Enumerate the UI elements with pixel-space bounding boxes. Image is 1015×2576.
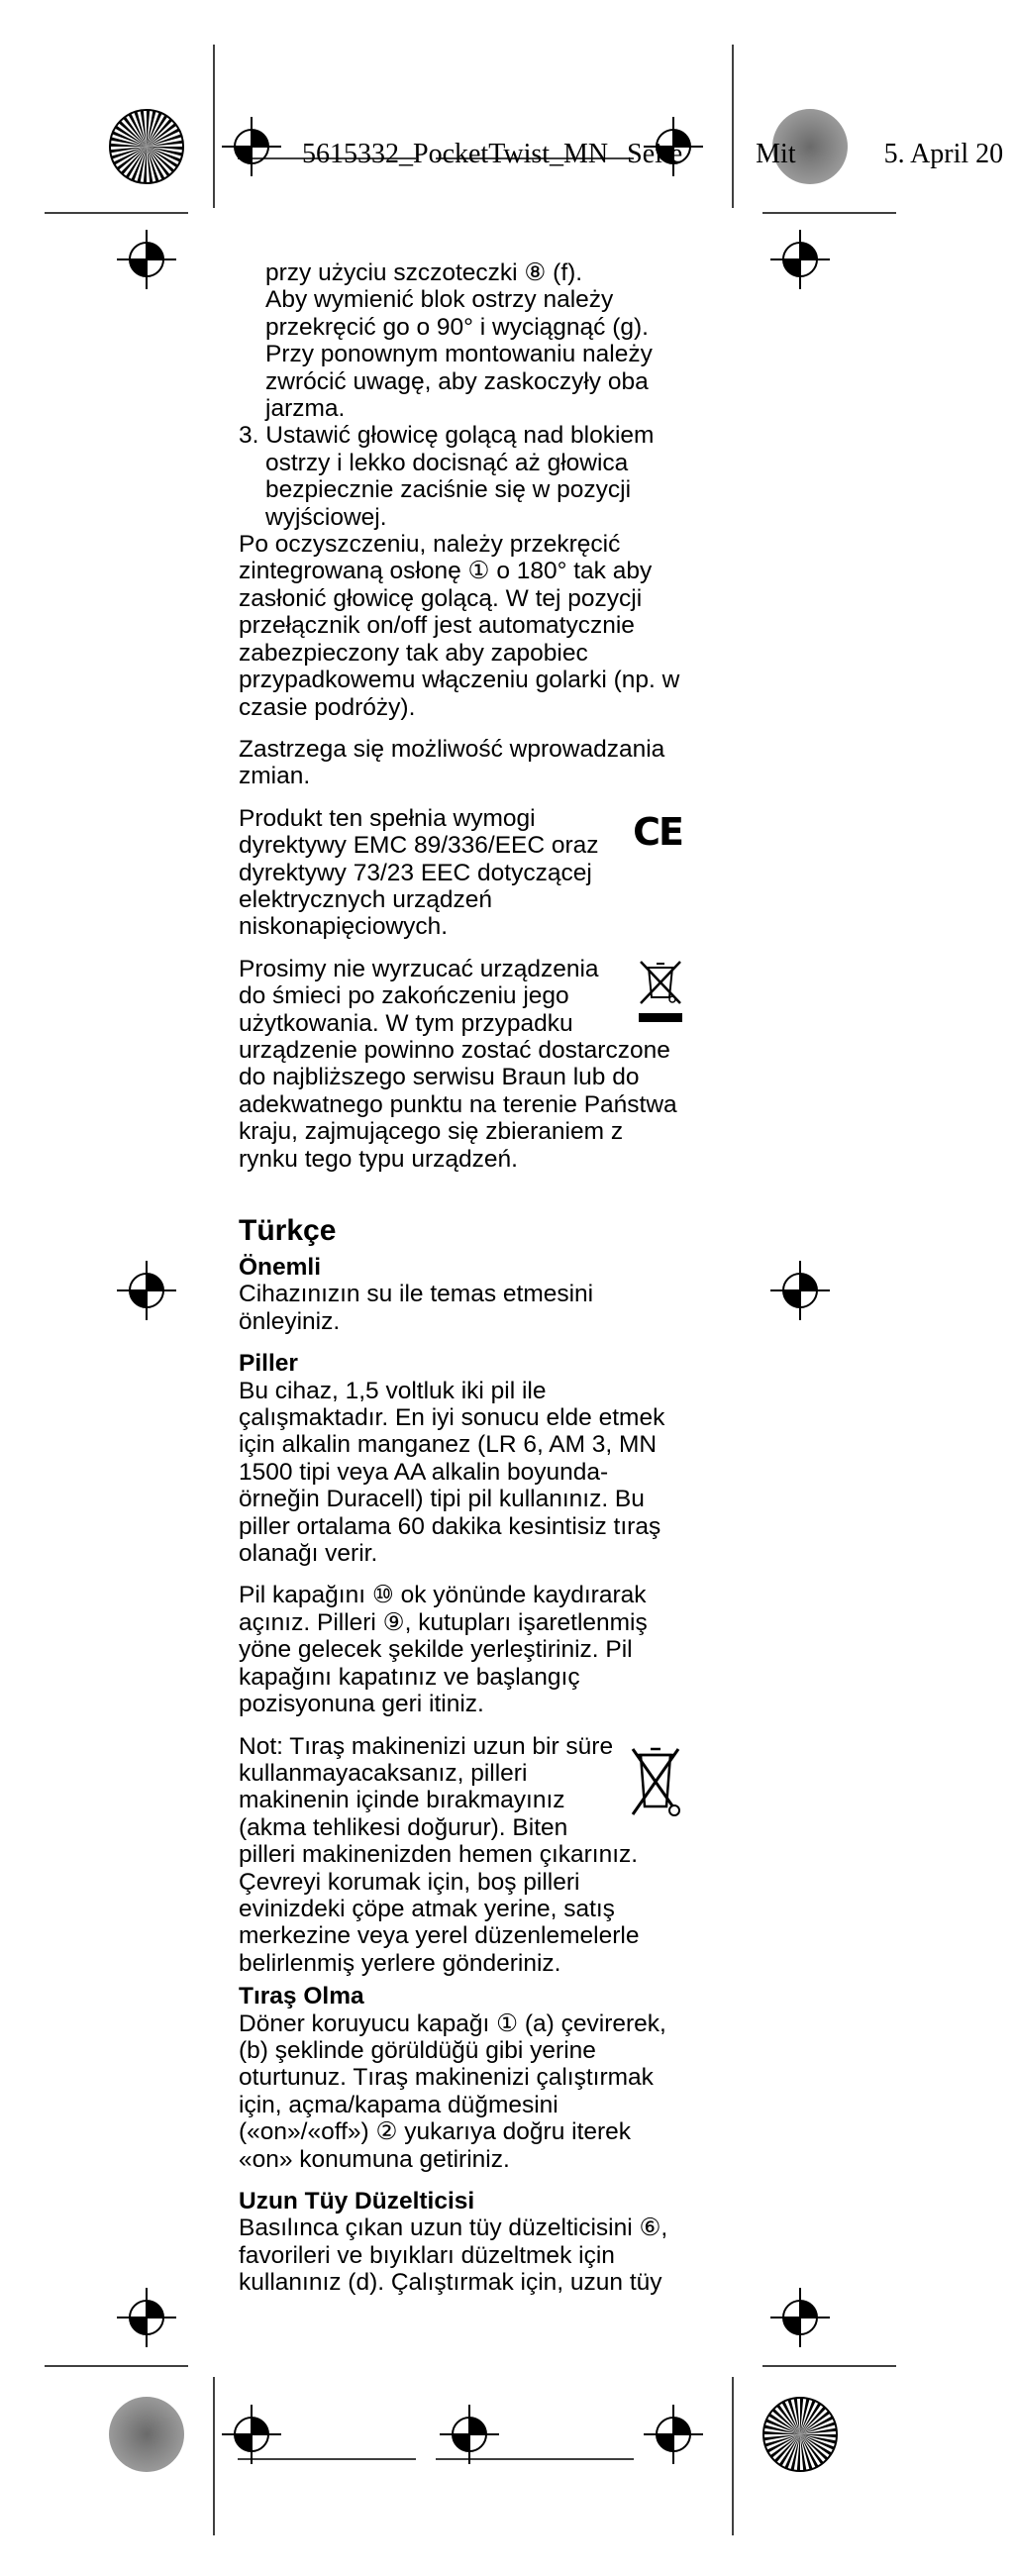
battery-note-block <box>239 1733 684 1978</box>
header-filename: 5615332_PocketTwist_MN <box>302 139 609 169</box>
registration-mark <box>770 2288 830 2347</box>
replace-blade-text: Aby wymienić blok ostrzy należy przekręcić go o 90° i wyciągnąć (g). Przy ponownym montowaniu należy zwrócić uwagę, aby zaskoczyły oba jarzma. <box>265 286 653 423</box>
heading-piller: Piller <box>239 1350 298 1378</box>
step-3-number: 3. <box>239 422 259 450</box>
registration-mark <box>440 2405 499 2464</box>
ce-mark: CE <box>633 809 682 854</box>
changes-notice: Zastrzega się możliwość wprowadzania zmian. <box>239 735 665 790</box>
registration-mark <box>644 2405 703 2464</box>
registration-mark <box>117 2288 176 2347</box>
crossed-bin-icon <box>637 958 684 1035</box>
registration-mark <box>770 1261 830 1320</box>
registration-mark <box>222 2405 281 2464</box>
tiras-olma-text: Döner koruyucu kapağı ① (a) çevirerek, (b) şeklinde görüldüğü gibi yerine oturtunuz. Tıraş makinenizi çalıştırmak için, açma/kapama düğmesini («on»/«off») ② yukarıya doğru iterek «on» konumuna getiriniz. <box>239 2009 666 2173</box>
heading-uzun-tuy: Uzun Tüy Düzelticisi <box>239 2188 475 2215</box>
after-cleaning-text: Po oczyszczeniu, należy przekręcić zintegrowaną osłonę ① o 180° tak aby zasłonić głowicę golącą. W tej pozycji przełącznik on/off jest automatycznie zabezpieczony tak aby zapobiec przypadkowemu włączeniu golarki (np. w czasie podróży). <box>239 531 680 721</box>
battery-note-text: Not: Tıraş makinenizi uzun bir süre kullanmayacaksanız, pilleri makinenin içinde bırakmayınız (akma tehlikesi doğurur). Biten pilleri makinenizden hemen çıkarınız. Çevreyi korumak için, boş pilleri evinizdeki çöpe atmak yerine, satış merkezine veya yerel düzenlemelerle belirlenmiş yerlere gönderiniz. <box>239 1732 640 1977</box>
heading-onemli: Önemli <box>239 1254 322 1281</box>
step-3-text: Ustawić głowicę golącą nad blokiem ostrzy i lekko docisnąć aż głowica bezpiecznie zaciśnie się w pozycji wyjściowej. <box>265 422 655 531</box>
crossed-battery-bin-icon <box>627 1737 684 1830</box>
header-date: 5. April 20 <box>883 139 1004 169</box>
header-seite: Seite <box>627 139 683 169</box>
disposal-block <box>239 956 684 1173</box>
star-target <box>763 2398 837 2471</box>
registration-mark <box>222 117 281 176</box>
uzun-tuy-text: Basılınca çıkan uzun tüy düzelticisini ⑥, favorileri ve bıyıkları düzeltmek için kullanınız (d). Çalıştırmak için, uzun tüy <box>239 2215 668 2297</box>
header-weekday: Mit <box>756 139 796 169</box>
onemli-text: Cihazınızın su ile temas etmesini önleyiniz. <box>239 1281 594 1335</box>
registration-mark <box>770 230 830 289</box>
disposal-text: Prosimy nie wyrzucać urządzenia do śmieci po zakończeniu jego użytkowania. W tym przypadku urządzenie powinno zostać dostarczone do najbliższego serwisu Braun lub do adekwatnego punktu na terenie Państwa kraju, zajmującego się zbieraniem z rynku tego typu urządzeń. <box>239 955 677 1173</box>
step-3 <box>239 422 684 531</box>
section-title-turkce: Türkçe <box>239 1214 337 1247</box>
ce-block <box>239 805 684 941</box>
manual-content <box>239 259 684 2297</box>
piller-text: Bu cihaz, 1,5 voltluk iki pil ile çalışmaktadır. En iyi sonucu elde etmek için alkalin manganez (LR 6, AM 3, MN 1500 tipi veya AA alkalin boyunda-örneğin Duracell) tipi pil kullanınız. Bu piller ortalama 60 dakika kesintisiz tıraş olanağı verir. <box>239 1377 665 1568</box>
ce-text: Produkt ten spełnia wymogi dyrektywy EMC 89/336/EEC oraz dyrektywy 73/23 EEC dotyczącej elektrycznych urządzeń niskonapięciowych. <box>239 804 599 941</box>
star-target <box>110 110 183 183</box>
brush-line: przy użyciu szczoteczki ⑧ (f). <box>265 259 583 286</box>
gray-patch <box>109 2397 184 2472</box>
print-header <box>302 139 1015 170</box>
battery-cover-text: Pil kapağını ⑩ ok yönünde kaydırarak açınız. Pilleri ⑨, kutupları işaretlenmiş yöne gelecek şekilde yerleştiriniz. Pil kapağını kapatınız ve başlangıç pozisyonuna geri itiniz. <box>239 1582 648 1718</box>
registration-mark <box>117 1261 176 1320</box>
heading-tiras-olma: Tıraş Olma <box>239 1983 364 2010</box>
registration-mark <box>117 230 176 289</box>
